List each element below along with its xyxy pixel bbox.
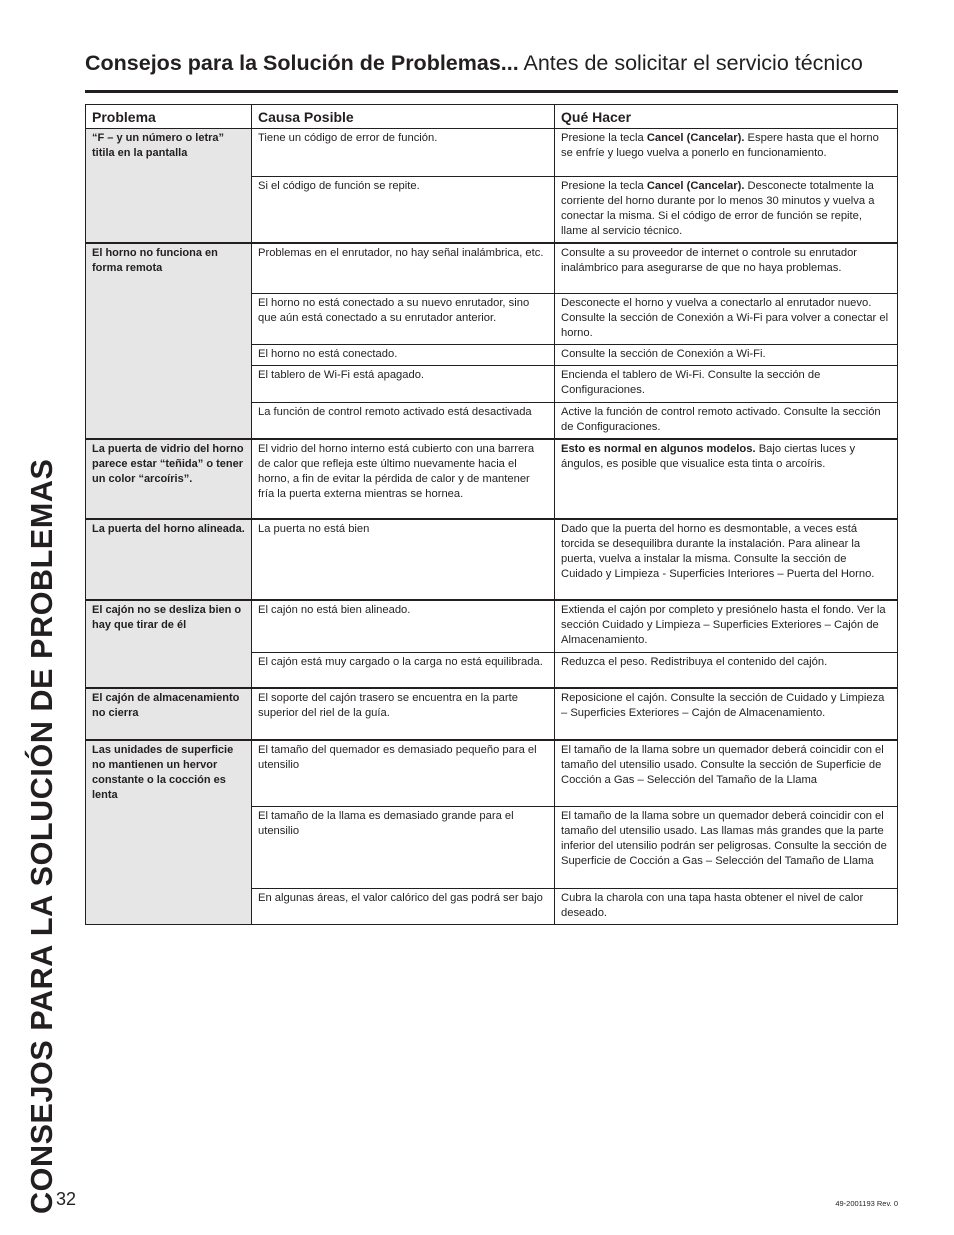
header-action: Qué Hacer [555,105,898,129]
action-cell [555,888,898,924]
cause-cell: El cajón está muy cargado o la carga no está equilibrada. [252,652,555,688]
action-cell [555,740,898,806]
header-cause: Causa Posible [252,105,555,129]
action-cell [555,402,898,439]
action-text: El tamaño de la llama sobre un quemador deberá coincidir con el tamaño del utensilio usado. Consulte la sección de Superficie de Cocción a Gas – Selección del Tamaño de la Llama [561,744,884,786]
action-text: Presione la tecla [561,132,647,144]
problem-cell: El horno no funciona en forma remota [86,243,252,439]
cause-cell: Tiene un código de error de función. [252,129,555,177]
action-text: El tamaño de la llama sobre un quemador deberá coincidir con el tamaño del utensilio usado. Las llamas más grandes que la parte inferior del utensilio podrán ser peligrosas. Consulte la sección de Superficie de Cocción a Gas – Selección del Tamaño de Llama [561,809,887,867]
cause-cell: En algunas áreas, el valor calórico del gas podrá ser bajo [252,888,555,924]
cause-cell: La función de control remoto activado está desactivada [252,402,555,439]
action-cell [555,243,898,293]
problem-cell: Las unidades de superficie no mantienen un hervor constante o la cocción es lenta [86,740,252,924]
action-text: Reduzca el peso. Redistribuya el contenido del cajón. [561,655,828,668]
table-row [86,740,898,806]
table-row [86,129,898,177]
header-problem: Problema [86,105,252,129]
table-row [86,600,898,652]
cause-cell: El tamaño del quemador es demasiado pequeño para el utensilio [252,740,555,806]
table-row [86,439,898,519]
troubleshooting-table [85,104,898,925]
table-body [86,129,898,925]
action-text: Cubra la charola con una tapa hasta obtener el nivel de calor deseado. [561,891,864,919]
cause-cell: El soporte del cajón trasero se encuentra en la parte superior del riel de la guía. [252,688,555,740]
action-cell [555,344,898,365]
page-number: 32 [56,1189,77,1209]
action-emphasis: Cancel (Cancelar). [646,132,745,144]
action-cell [555,600,898,652]
heading-subtitle: Antes de solicitar el servicio técnico [518,51,863,75]
action-text: Extienda el cajón por completo y presiónelo hasta el fondo. Ver la sección Cuidado y Limpieza – Superficies Exteriores – Cajón de Almacenamiento. [561,604,886,646]
problem-cell: La puerta del horno alineada. [86,519,252,600]
document-code: 49-2001193 Rev. 0 [835,1199,898,1208]
heading-rule [85,90,898,93]
action-cell [555,519,898,600]
side-section-title: CONSEJOS PARA LA SOLUCIÓN DE PROBLEMAS [25,458,59,1214]
action-emphasis: Cancel (Cancelar). [646,180,745,192]
action-cell [555,806,898,888]
action-text: Consulte a su proveedor de internet o controle su enrutador inalámbrico para asegurarse de que no haya problemas. [561,247,858,274]
action-cell [555,365,898,402]
action-emphasis: Esto es normal en algunos modelos. [561,443,756,455]
action-cell [555,177,898,244]
cause-cell: El vidrio del horno interno está cubierto con una barrera de calor que refleja este último nuevamente hacia el horno, a fin de evitar la pérdida de calor y de mantener fría la puerta externa mientras se hornea. [252,439,555,519]
cause-cell: La puerta no está bien [252,519,555,600]
table-header-row [86,105,898,129]
cause-cell: El horno no está conectado. [252,344,555,365]
action-cell [555,652,898,688]
problem-cell: “F – y un número o letra” titila en la pantalla [86,129,252,244]
page-heading [85,51,863,76]
action-cell [555,688,898,740]
action-text: Presione la tecla [561,180,647,192]
action-text: Dado que la puerta del horno es desmontable, a veces está torcida se desequilibra durante la instalación. Para alinear la puerta, vuelva a instalar la misma. Consulte la sección de Cuidado y Limpieza - Superficies Interiores – Puerta del Horno. [561,523,875,580]
cause-cell: Problemas en el enrutador, no hay señal inalámbrica, etc. [252,243,555,293]
problem-cell: El cajón de almacenamiento no cierra [86,688,252,740]
cause-cell: El cajón no está bien alineado. [252,600,555,652]
action-text: Consulte la sección de Conexión a Wi-Fi. [561,347,766,360]
action-text: Bajo ciertas luces y ángulos, es posible que visualice esta tinta o arcoíris. [561,443,856,470]
cause-cell: Si el código de función se repite. [252,177,555,244]
cause-cell: El tablero de Wi-Fi está apagado. [252,365,555,402]
action-text: Encienda el tablero de Wi-Fi. Consulte la sección de Configuraciones. [561,368,821,396]
action-text: Reposicione el cajón. Consulte la sección de Cuidado y Limpieza – Superficies Exteriores – Cajón de Almacenamiento. [561,692,885,719]
table-row [86,243,898,293]
cause-cell: El tamaño de la llama es demasiado grande para el utensilio [252,806,555,888]
heading-bold: Consejos para la Solución de Problemas... [85,51,519,75]
problem-cell: La puerta de vidrio del horno parece estar “teñida” o tener un color “arcoíris”. [86,439,252,519]
action-text: Desconecte el horno y vuelva a conectarlo al enrutador nuevo. Consulte la sección de Conexión a Wi-Fi para volver a conectar el horno. [561,296,889,339]
action-cell [555,293,898,344]
action-text: Active la función de control remoto activado. Consulte la sección de Configuraciones. [561,405,881,433]
table-row [86,519,898,600]
action-cell [555,439,898,519]
action-text: Espere hasta que el horno se enfríe y luego vuelva a ponerlo en funcionamiento. [561,132,879,159]
action-text: Desconecte totalmente la corriente del horno durante por lo menos 30 minutos y vuelva a conectar la misma. Si el código de error de función se repite, llame al servicio técnico. [561,180,875,237]
table-row [86,688,898,740]
problem-cell: El cajón no se desliza bien o hay que tirar de él [86,600,252,688]
action-cell [555,129,898,177]
cause-cell: El horno no está conectado a su nuevo enrutador, sino que aún está conectado a su enrutador anterior. [252,293,555,344]
